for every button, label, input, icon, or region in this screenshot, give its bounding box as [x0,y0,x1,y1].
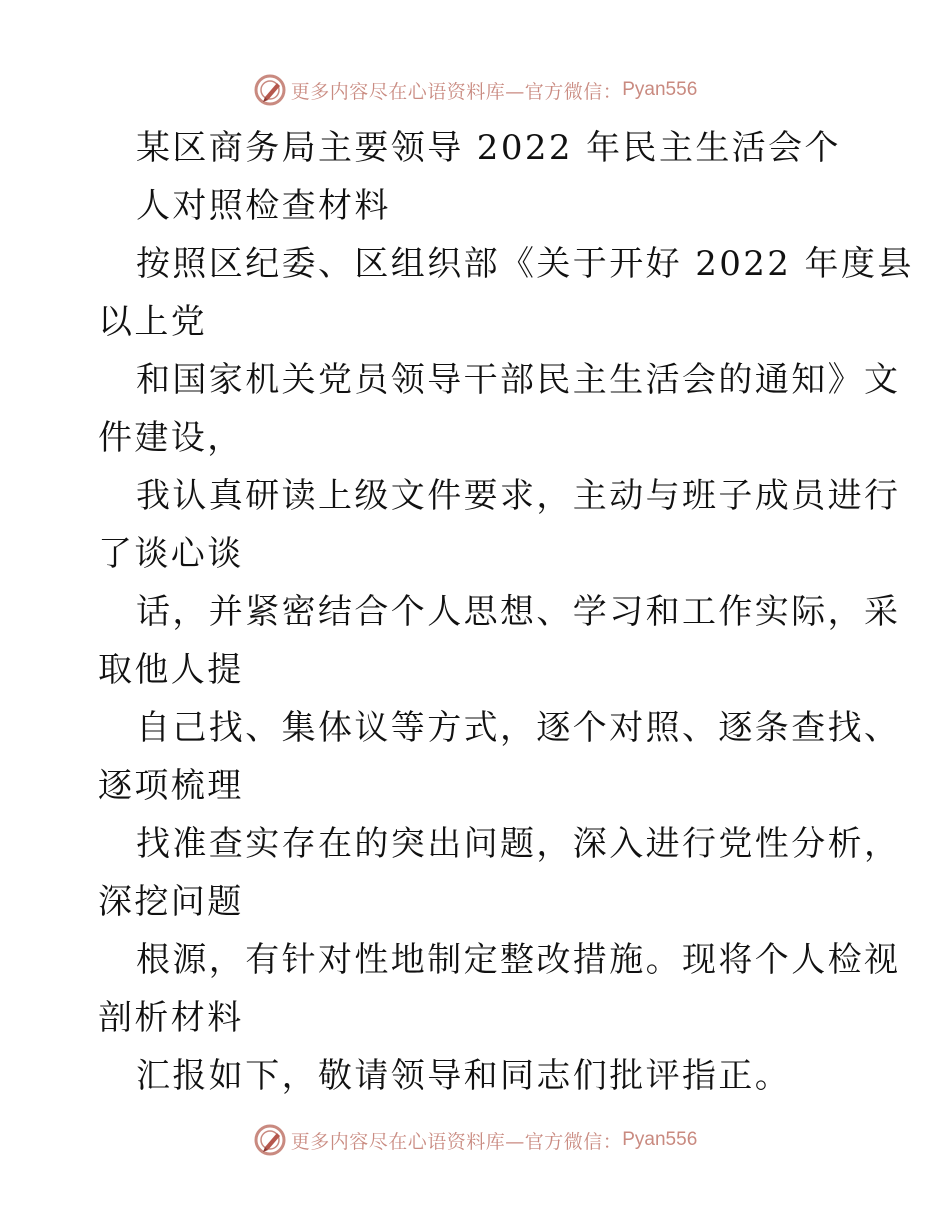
paragraph-line: 话，并紧密结合个人思想、学习和工作实际，采 [136,592,901,632]
watermark-text: 更多内容尽在心语资料库—官方微信： [290,80,623,103]
paragraph-line: 深挖问题 [98,882,244,922]
paragraph-line: 我认真研读上级文件要求，主动与班子成员进行 [136,476,901,516]
paragraph-line: 件建设， [98,418,244,458]
paragraph-line: 和国家机关党员领导干部民主生活会的通知》文 [136,360,901,400]
title-line-2: 人对照检查材料 [136,186,391,226]
paragraph-line: 了谈心谈 [98,534,244,574]
header-watermark [0,70,950,110]
watermark-id: Pyan556 [622,1129,698,1150]
paragraph-line: 剖析材料 [98,998,244,1038]
paragraph-line: 按照区纪委、区组织部《关于开好 2022 年度县 [136,244,914,284]
paragraph-line: 找准查实存在的突出问题，深入进行党性分析， [136,824,901,864]
pen-logo-icon [253,1123,287,1157]
footer-watermark [0,1120,950,1160]
paragraph-line: 汇报如下，敬请领导和同志们批评指正。 [136,1056,792,1096]
title-line-1: 某区商务局主要领导 2022 年民主生活会个 [136,128,841,168]
pen-logo-icon [253,73,287,107]
paragraph-line: 逐项梳理 [98,766,244,806]
paragraph-line: 取他人提 [98,650,244,690]
paragraph-line: 自己找、集体议等方式，逐个对照、逐条查找、 [136,708,901,748]
paragraph-line: 以上党 [98,302,208,342]
watermark-text: 更多内容尽在心语资料库—官方微信： [290,1130,623,1153]
watermark-id: Pyan556 [622,79,698,100]
paragraph-line: 根源，有针对性地制定整改措施。现将个人检视 [136,940,901,980]
